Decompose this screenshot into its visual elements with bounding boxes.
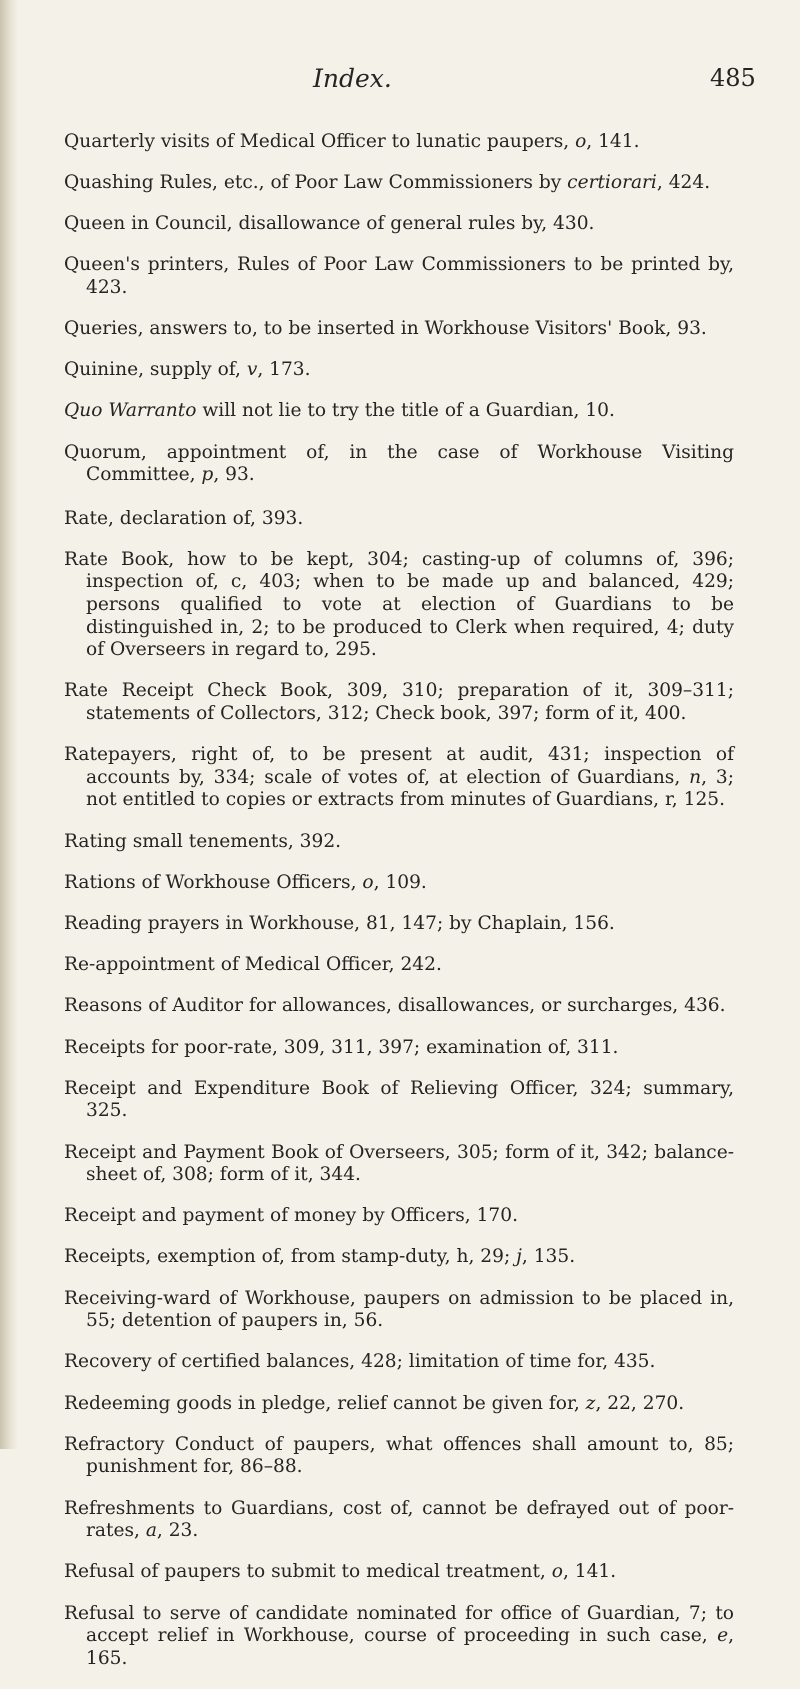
index-entry: Re-appointment of Medical Officer, 242.	[64, 954, 442, 976]
index-entries	[64, 112, 734, 1689]
index-entry: Recovery of certified balances, 428; limitation of time for, 435.	[64, 1351, 656, 1373]
page-number: 485	[710, 64, 756, 92]
index-entry: Reading prayers in Workhouse, 81, 147; by Chaplain, 156.	[64, 912, 615, 934]
index-entry: Refreshments to Guardians, cost of, cannot be defrayed out of poor-rates, a, 23.	[64, 1497, 734, 1542]
index-entry: Receiving-ward of Workhouse, paupers on admission to be placed in, 55; detention of paupers in, 56.	[64, 1287, 734, 1332]
index-entry: Receipts, exemption of, from stamp-duty, h, 29; j, 135.	[64, 1246, 576, 1268]
index-entry: Rate Book, how to be kept, 304; casting-up of columns of, 396; inspection of, c, 403; when to be made up and balanced, 429; persons qualified to vote at election of Guardians to be distinguished in, 2; to be produced to Clerk when required, 4; duty of Overseers in regard to, 295.	[64, 548, 734, 661]
index-entry: Ratepayers, right of, to be present at audit, 431; inspection of accounts by, 334; scale of votes of, at election of Guardians, n, 3; not entitled to copies or extracts from minutes of Guardians, r, 125.	[64, 744, 734, 811]
index-entry: Rating small tenements, 392.	[64, 830, 342, 852]
index-entry: Refractory Conduct of paupers, what offences shall amount to, 85; punishment for, 86–88.	[64, 1433, 734, 1478]
index-entry: Rations of Workhouse Officers, o, 109.	[64, 871, 427, 893]
index-entry: Quarterly visits of Medical Officer to lunatic paupers, o, 141.	[64, 130, 640, 152]
index-entry: Receipt and Expenditure Book of Relieving Officer, 324; summary, 325.	[64, 1077, 734, 1122]
index-entry: Quo Warranto will not lie to try the title of a Guardian, 10.	[64, 400, 615, 422]
index-entry: Reasons of Auditor for allowances, disallowances, or surcharges, 436.	[64, 995, 726, 1017]
index-entry: Quinine, supply of, v, 173.	[64, 359, 311, 381]
index-entry: Queen in Council, disallowance of general rules by, 430.	[64, 212, 595, 234]
index-entry: Queries, answers to, to be inserted in Workhouse Visitors' Book, 93.	[64, 317, 707, 339]
index-group-q	[64, 131, 734, 487]
index-entry: Quashing Rules, etc., of Poor Law Commissioners by certiorari, 424.	[64, 171, 711, 193]
index-entry: Redeeming goods in pledge, relief cannot be given for, z, 22, 270.	[64, 1392, 685, 1414]
index-entry: Quorum, appointment of, in the case of Workhouse Visiting Committee, p, 93.	[64, 441, 734, 486]
index-entry: Queen's printers, Rules of Poor Law Commissioners to be printed by, 423.	[64, 254, 734, 298]
index-entry: Receipt and Payment Book of Overseers, 305; form of it, 342; balance-sheet of, 308; form of it, 344.	[64, 1141, 734, 1186]
index-entry: Receipt and payment of money by Officers, 170.	[64, 1205, 519, 1227]
index-entry: Receipts for poor-rate, 309, 311, 397; examination of, 311.	[64, 1036, 619, 1058]
index-entry: Rate Receipt Check Book, 309, 310; preparation of it, 309–311; statements of Collectors, 312; Check book, 397; form of it, 400.	[64, 680, 734, 725]
running-title: Index.	[313, 64, 392, 93]
index-entry: Refusal to serve of candidate nominated for office of Guardian, 7; to accept relief in Workhouse, course of proceeding in such case, e, 165.	[64, 1602, 734, 1669]
index-group-r	[64, 508, 734, 1671]
page-header	[0, 64, 800, 104]
index-entry: Refusal of paupers to submit to medical treatment, o, 141.	[64, 1561, 617, 1583]
index-entry: Rate, declaration of, 393.	[64, 507, 304, 529]
